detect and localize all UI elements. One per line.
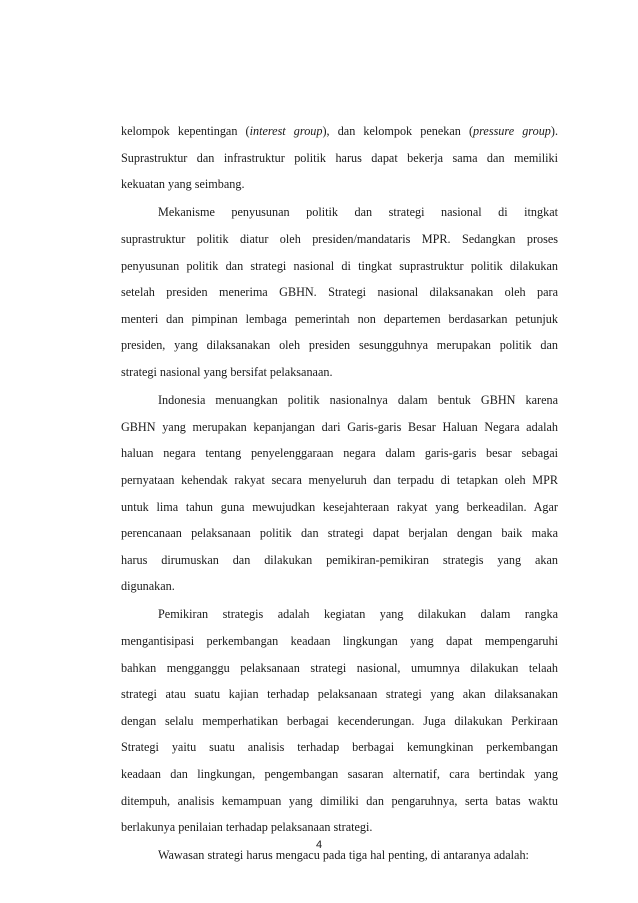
text-line: strategi nasional yang bersifat pelaksanaan. (121, 364, 333, 379)
paragraph (121, 387, 558, 600)
page-number: 4 (315, 839, 323, 851)
body-text (121, 118, 558, 871)
text-line: Indonesia menuangkan politik nasionalnya dalam bentuk GBHN karena (158, 393, 558, 408)
text-line: pernyataan kehendak rakyat secara menyeluruh dan terpadu di tetapkan oleh MPR (121, 472, 558, 487)
text-line: menteri dan pimpinan lembaga pemerintah non departemen berdasarkan petunjuk (121, 311, 558, 326)
text-line: haluan negara tentang penyelenggaraan negara dalam garis-garis besar sebagai (121, 446, 558, 461)
text-line: Pemikiran strategis adalah kegiatan yang dilakukan dalam rangka (158, 607, 558, 622)
text-line: setelah presiden menerima GBHN. Strategi nasional dilaksanakan oleh para (121, 285, 558, 300)
text-line: perencanaan pelaksanaan politik dan strategi dapat berjalan dengan baik maka (121, 526, 558, 541)
text-line: dengan selalu memperhatikan berbagai kecenderungan. Juga dilakukan Perkiraan (121, 713, 558, 728)
text-line: suprastruktur politik diatur oleh presiden/mandataris MPR. Sedangkan proses (121, 231, 558, 246)
text-line: harus dirumuskan dan dilakukan pemikiran-pemikiran strategis yang akan (121, 552, 558, 567)
text-line: Wawasan strategi harus mengacu pada tiga hal penting, di antaranya adalah: (158, 848, 529, 863)
paragraph (121, 199, 558, 385)
text-line: penyusunan politik dan strategi nasional di tingkat suprastruktur politik dilakukan (121, 258, 558, 273)
text-line: presiden, yang dilaksanakan oleh presiden sesungguhnya merupakan politik dan (121, 338, 558, 353)
text-line: GBHN yang merupakan kepanjangan dari Garis-garis Besar Haluan Negara adalah (121, 419, 558, 434)
text-line: keadaan dan lingkungan, pengembangan sasaran alternatif, cara bertindak yang (121, 767, 558, 782)
text-line: ditempuh, analisis kemampuan yang dimiliki dan pengaruhnya, serta batas waktu (121, 793, 558, 808)
text-line: bahkan mengganggu pelaksanaan strategi nasional, umumnya dilakukan telaah (121, 660, 558, 675)
text-line: Suprastruktur dan infrastruktur politik harus dapat bekerja sama dan memiliki (121, 150, 558, 165)
text-line: untuk lima tahun guna mewujudkan kesejahteraan rakyat yang berkeadilan. Agar (121, 499, 558, 514)
text-line: berlakunya penilaian terhadap pelaksanaan strategi. (121, 820, 373, 835)
text-line: strategi atau suatu kajian terhadap pelaksanaan strategi yang akan dilaksanakan (121, 687, 558, 702)
text-line: Mekanisme penyusunan politik dan strategi nasional di itngkat (158, 205, 558, 220)
text-line: Strategi yaitu suatu analisis terhadap berbagai kemungkinan perkembangan (121, 740, 558, 755)
text-line: kekuatan yang seimbang. (121, 177, 245, 192)
text-line: mengantisipasi perkembangan keadaan lingkungan yang dapat mempengaruhi (121, 634, 558, 649)
paragraph (121, 601, 558, 840)
text-line: digunakan. (121, 579, 175, 594)
text-line: kelompok kepentingan (interest group), dan kelompok penekan (pressure group). (121, 124, 558, 138)
paragraph (121, 118, 558, 198)
